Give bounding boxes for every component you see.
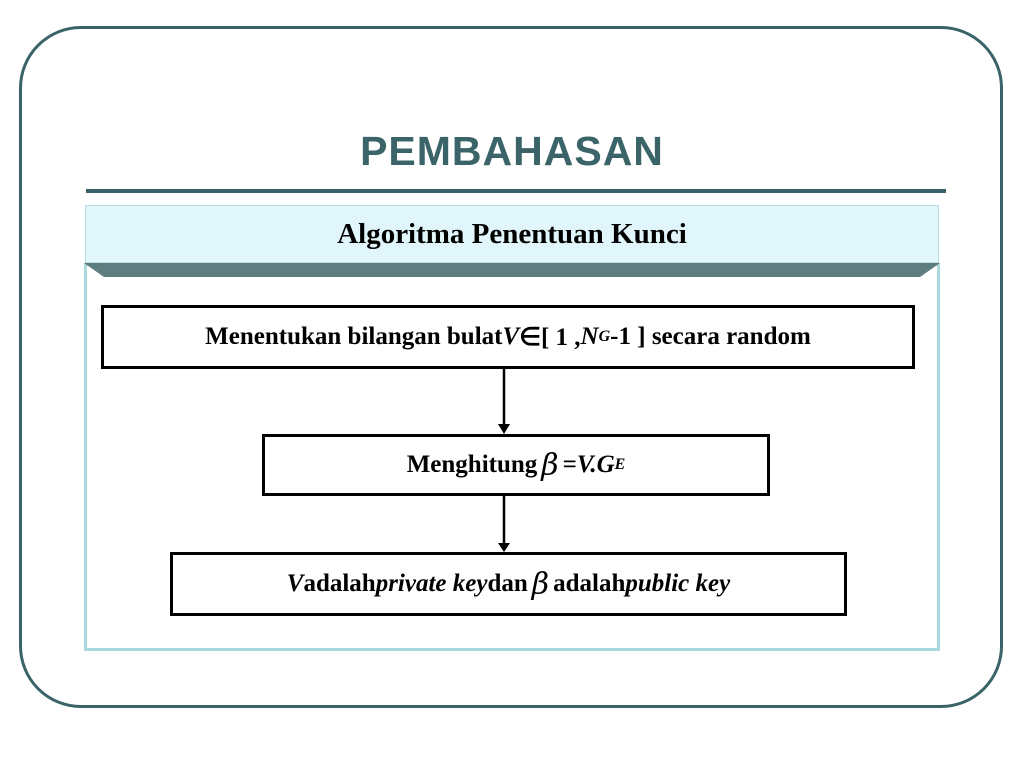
step1-elem: ∈[ 1 ,	[519, 324, 581, 351]
step1-prefix: Menentukan bilangan bulat	[205, 323, 503, 350]
step2-expr: V.G	[576, 451, 615, 478]
slide-title: PEMBAHASAN	[360, 128, 664, 174]
step3-t2: dan	[487, 570, 528, 597]
step3-private-key: private key	[375, 570, 488, 597]
step2-eq: =	[562, 451, 577, 478]
arrow-step2-to-step3	[498, 496, 510, 552]
step3-v: V	[286, 570, 304, 597]
beta-symbol: β	[541, 447, 559, 483]
beta-symbol: β	[531, 566, 550, 602]
panel-header: Algoritma Penentuan Kunci	[85, 205, 939, 263]
step1-n: N	[580, 323, 599, 350]
step1-var: V	[502, 323, 520, 350]
step3-public-key: public key	[625, 570, 731, 597]
step3-t1: adalah	[303, 570, 376, 597]
step1-n-sub: G	[598, 328, 611, 345]
step1-suffix: -1 ] secara random	[610, 323, 811, 350]
step2-prefix: Menghitung	[406, 451, 538, 478]
arrow-step1-to-step2	[498, 369, 510, 434]
step2-expr-sub: E	[614, 456, 626, 473]
step3-t3: adalah	[553, 570, 626, 597]
